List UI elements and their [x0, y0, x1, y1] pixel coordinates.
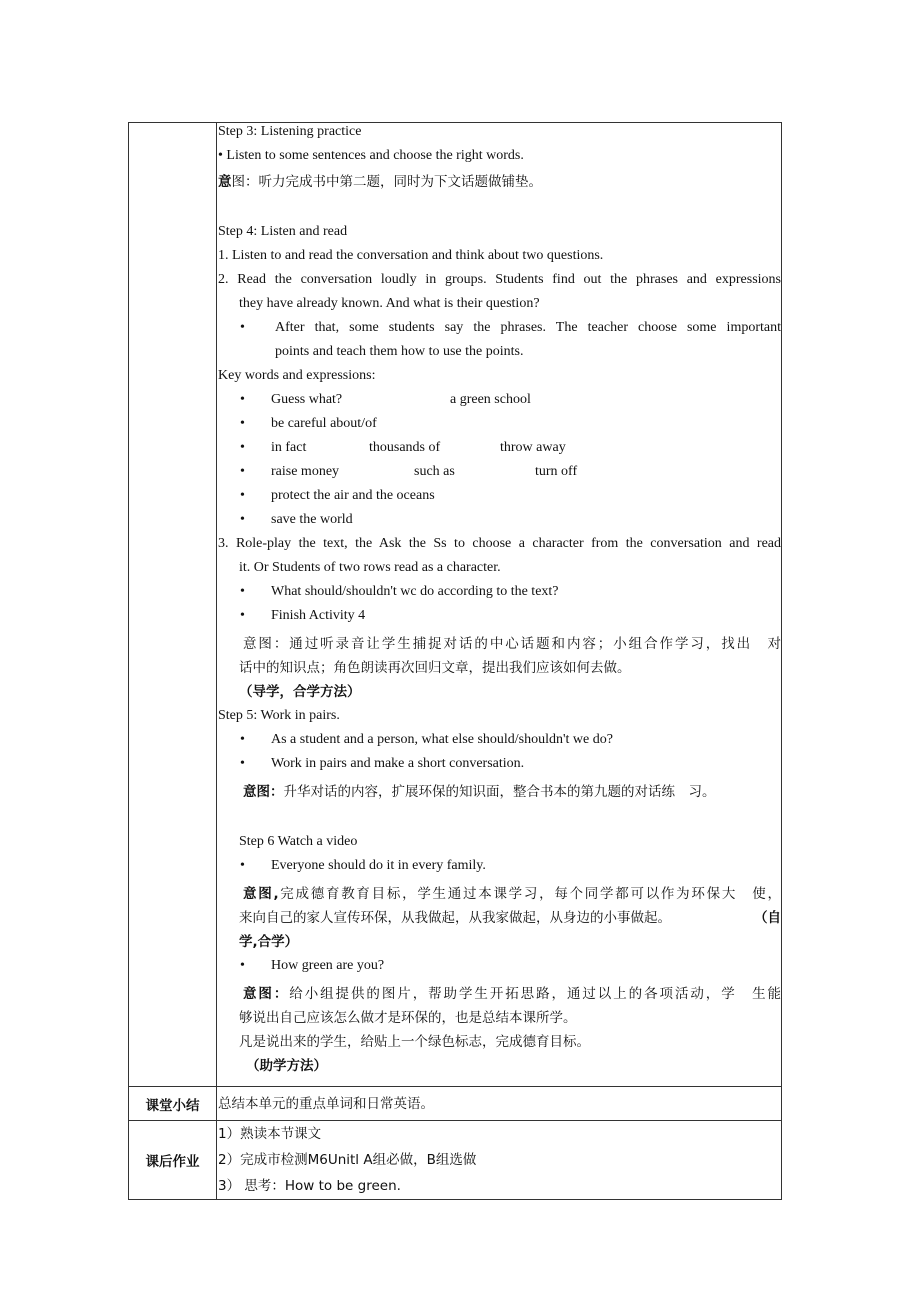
- step5-title: Step 5: Work in pairs.: [218, 708, 340, 723]
- step4-3-bullet: • Finish Activity 4: [240, 608, 366, 623]
- key-row: • in fact thousands of throw away: [240, 440, 566, 455]
- step5-bullet: • Work in pairs and make a short conversation.: [240, 756, 525, 771]
- step6-intent-cont: 来向自己的家人宣传环保，从我做起，从我家做起，从身边的小事做起。 （自: [239, 910, 781, 926]
- step6-intent-2-cont: 够说出自己应该怎么做才是环保的，也是总结本课所学。: [239, 1010, 577, 1026]
- homework-item: 1）熟读本节课文: [218, 1126, 322, 1142]
- step6-intent: 意图,完成德育教育目标，学生通过本课学习，每个同学都可以作为环保大 使，: [243, 886, 781, 902]
- method-note-1: （导学，合学方法）: [239, 684, 361, 700]
- homework-item: 3） 思考：How to be green.: [218, 1178, 401, 1194]
- step6-bullet: • Everyone should do it in every family.: [240, 858, 486, 873]
- procedure-content-cell: [217, 123, 782, 1087]
- summary-row: [129, 1087, 782, 1121]
- key-row: • raise money such as turn off: [240, 464, 578, 479]
- step4-item-3: 3. Role-play the text, the Ask the Ss to choose a character from the conversation and read: [218, 536, 781, 551]
- step3-title: Step 3: Listening practice: [218, 124, 362, 139]
- procedure-label-cell: [129, 123, 217, 1087]
- step4-item-3-cont: it. Or Students of two rows read as a character.: [239, 560, 501, 575]
- step5-bullet: • As a student and a person, what else should/shouldn't we do?: [240, 732, 613, 747]
- summary-cell: [217, 1087, 782, 1121]
- key-row: • protect the air and the oceans: [240, 488, 435, 503]
- step5-intent: 意图：升华对话的内容，扩展环保的知识面，整合书本的第九题的对话练 习。: [243, 784, 716, 800]
- homework-item: 2）完成市检测M6Unitl A组必做，B组选做: [218, 1152, 477, 1168]
- key-row: • be careful about/of: [240, 416, 377, 431]
- homework-cell: [217, 1121, 782, 1200]
- key-row: • save the world: [240, 512, 353, 527]
- key-row: • Guess what? a green school: [240, 392, 531, 407]
- procedure-row: [129, 123, 782, 1087]
- lesson-plan-table: [128, 122, 782, 1200]
- step6-method-note: 学,合学）: [239, 934, 299, 950]
- step6-intent-2-cont: 凡是说出来的学生，给贴上一个绿色标志，完成德育目标。: [239, 1034, 590, 1050]
- step4-bullet: • After that, some students say the phrases. The teacher choose some important: [240, 320, 781, 335]
- step6-title: Step 6 Watch a video: [239, 834, 358, 849]
- summary-label: 课堂小结: [129, 1087, 217, 1121]
- summary-text: 总结本单元的重点单词和日常英语。: [218, 1095, 434, 1112]
- step3-intent: 意图：听力完成书中第二题，同时为下文话题做铺垫。: [218, 174, 542, 190]
- step4-intent-cont: 话中的知识点；角色朗读再次回归文章，提出我们应该如何去做。: [239, 660, 631, 676]
- step3-item: • Listen to some sentences and choose the right words.: [218, 148, 524, 163]
- method-note-2: （助学方法）: [246, 1058, 327, 1074]
- key-title: Key words and expressions:: [218, 368, 376, 383]
- step4-title: Step 4: Listen and read: [218, 224, 348, 239]
- step4-3-bullet: • What should/shouldn't wc do according to the text?: [240, 584, 559, 599]
- step4-item-2-cont: they have already known. And what is their question?: [239, 296, 540, 311]
- homework-row: [129, 1121, 782, 1200]
- step4-intent: 意图：通过听录音让学生捕捉对话的中心话题和内容；小组合作学习，找出 对: [243, 636, 781, 652]
- step6-intent-2: 意图：给小组提供的图片，帮助学生开拓思路，通过以上的各项活动，学 生能: [243, 986, 782, 1002]
- step4-item-2: 2. Read the conversation loudly in groups. Students find out the phrases and expressions: [218, 272, 781, 287]
- step4-item-1: 1. Listen to and read the conversation and think about two questions.: [218, 248, 604, 263]
- homework-label: 课后作业: [129, 1121, 217, 1200]
- step6-bullet: • How green are you?: [240, 958, 385, 973]
- step4-bullet-cont: points and teach them how to use the points.: [275, 344, 524, 359]
